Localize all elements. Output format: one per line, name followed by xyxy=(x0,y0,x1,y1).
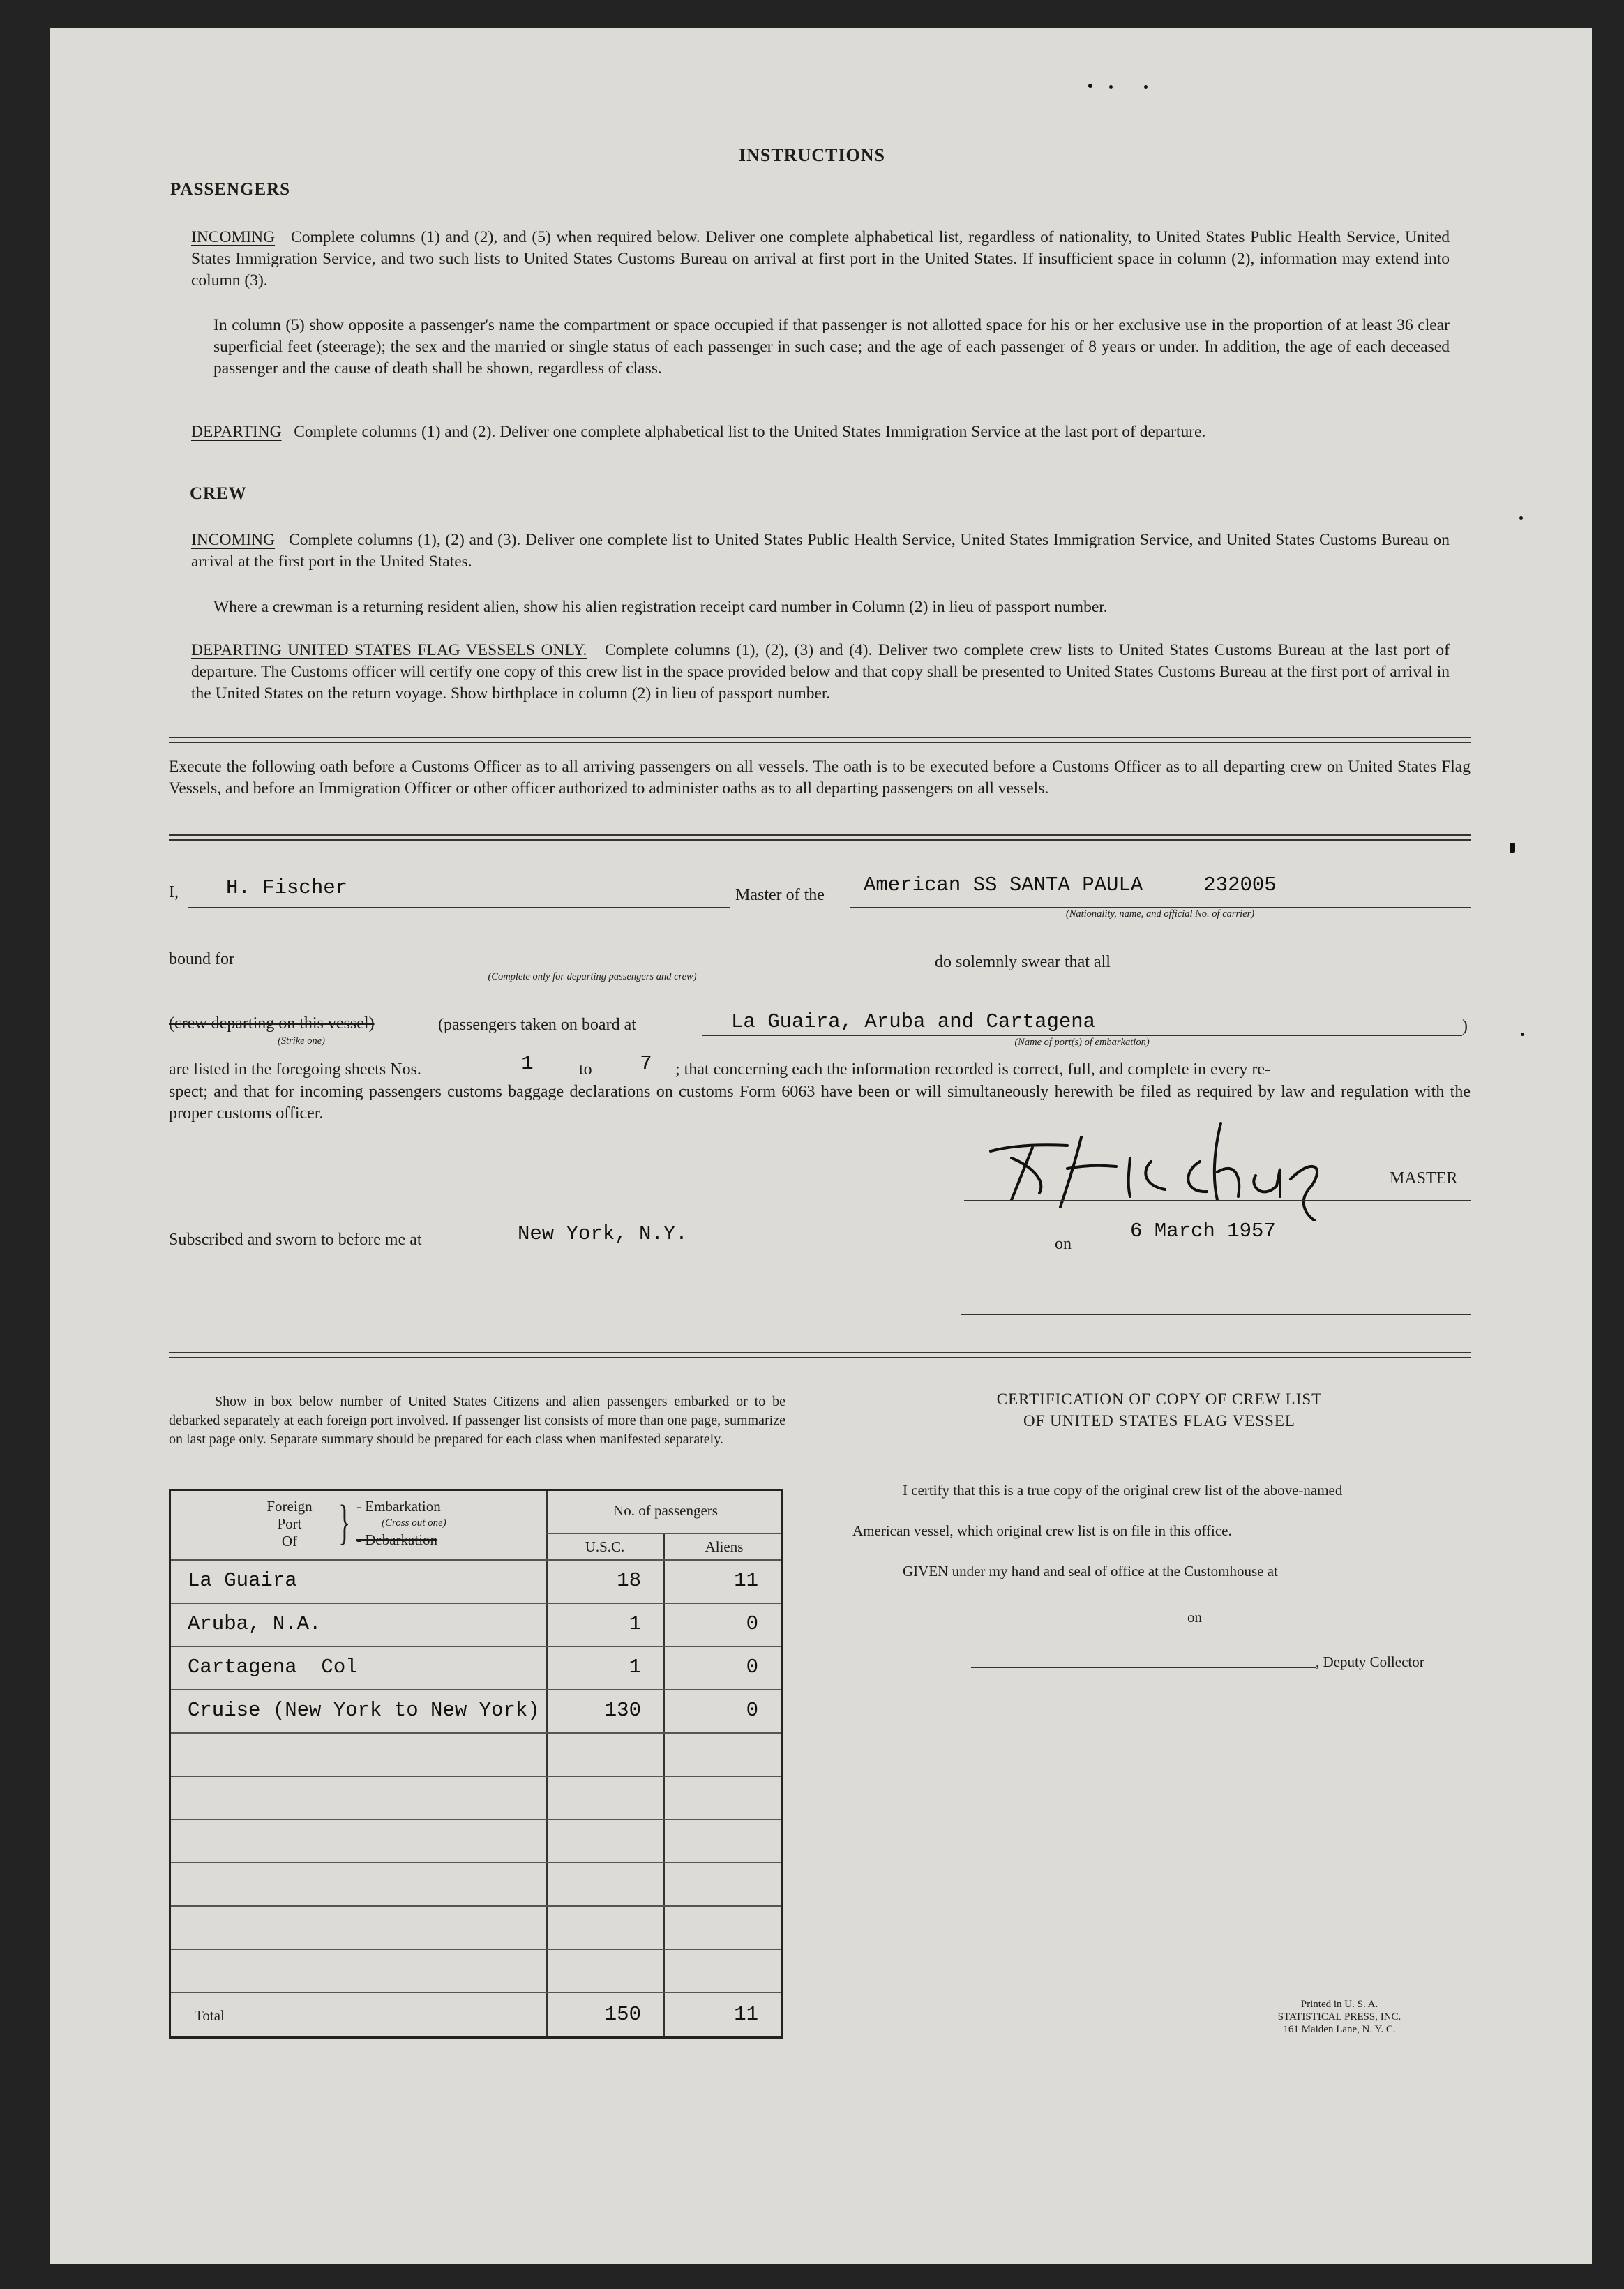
oath-intro: Execute the following oath before a Customs Officer as to all arriving passengers on all vessels. The oath is to be executed before a Customs Officer as to all departing crew on United States Flag Vessels, and before an Immigration Officer or other officer authorized to administer oaths as to all departing passengers on all vessels. xyxy=(169,758,1471,797)
row-divider xyxy=(171,1992,781,1993)
certification-on-label: on xyxy=(1187,1609,1202,1626)
certification-line-3: GIVEN under my hand and seal of office at the Customhouse at xyxy=(903,1563,1278,1579)
crew-heading: CREW xyxy=(190,484,247,503)
passengers-heading: PASSENGERS xyxy=(170,180,291,199)
vessel-line xyxy=(850,907,1471,908)
port-header xyxy=(241,1498,338,1550)
usc-cell[interactable]: 18 xyxy=(617,1569,641,1592)
brace: } xyxy=(338,1496,351,1549)
row-divider xyxy=(171,1776,781,1777)
port-cell[interactable]: Cruise (New York to New York) xyxy=(188,1699,540,1722)
embarkation-caption: (Name of port(s) of embarkation) xyxy=(1014,1037,1150,1048)
master-label: MASTER xyxy=(1390,1169,1458,1187)
aliens-cell[interactable]: 0 xyxy=(746,1656,758,1679)
subscribed-label: Subscribed and sworn to before me at xyxy=(169,1231,422,1249)
row-divider xyxy=(546,1533,781,1534)
certification-title-line: CERTIFICATION OF COPY OF CREW LIST xyxy=(996,1390,1323,1408)
crew-departing-label: DEPARTING UNITED STATES FLAG VESSELS ONLY. xyxy=(191,641,587,659)
master-name-line xyxy=(188,907,730,908)
strike-option: (crew departing on this vessel) xyxy=(169,1014,375,1033)
scan-speck xyxy=(1510,843,1515,853)
row-divider xyxy=(171,1732,781,1734)
close-paren: ) xyxy=(1462,1017,1468,1035)
listed-label: are listed in the foregoing sheets Nos. xyxy=(169,1060,421,1079)
passengers-departing-label: DEPARTING xyxy=(191,423,282,441)
vessel-field[interactable]: American SS SANTA PAULA 232005 xyxy=(864,873,1277,896)
column5-paragraph: In column (5) show opposite a passenger's name the compartment or space occupied if that passenger is not allotted space for his or her exclusive use in the proportion of at least 36 clear superficial feet (steerage); the sex and the married or single status of each passenger in such case; and the age of each passenger of 8 years or under. In addition, the age of each deceased passenger and the cause of death shall be shown, regardless of class. xyxy=(213,316,1450,377)
column-divider xyxy=(663,1533,665,2036)
printer-line: Printed in U. S. A. xyxy=(1300,1999,1378,2010)
crew-departing-paragraph xyxy=(191,640,1450,705)
row-divider xyxy=(171,1603,781,1604)
section-divider xyxy=(169,1352,1471,1358)
to-label: to xyxy=(579,1060,592,1079)
scan-speck xyxy=(1521,1033,1524,1036)
certification-title-line: OF UNITED STATES FLAG VESSEL xyxy=(1023,1412,1295,1429)
scan-speck xyxy=(1088,84,1092,88)
swear-label: do solemnly swear that all xyxy=(935,953,1111,971)
port-header-line: Foreign xyxy=(266,1498,313,1515)
aliens-cell[interactable]: 11 xyxy=(734,1569,758,1592)
i-label: I, xyxy=(169,883,179,901)
master-signature xyxy=(963,1109,1423,1221)
port-cell[interactable]: Aruba, N.A. xyxy=(188,1612,322,1635)
usc-header: U.S.C. xyxy=(585,1538,625,1555)
embarkation-option: - Embarkation xyxy=(356,1498,441,1515)
listed-continuation: spect; and that for incoming passengers customs baggage declarations on customs Form 6063 have been or will simultaneously herewith be filed as required by law and regulation with the proper customs officer. xyxy=(169,1083,1471,1123)
certification-line-1: I certify that this is a true copy of the original crew list of the above-named xyxy=(903,1482,1343,1499)
passenger-summary-table xyxy=(169,1489,783,2039)
crew-resident-paragraph: Where a crewman is a returning resident alien, show his alien registration receipt card number in Column (2) in lieu of passport number. xyxy=(213,598,1108,616)
master-signature-line[interactable] xyxy=(964,1200,1471,1201)
passengers-departing-text: Complete columns (1) and (2). Deliver one complete alphabetical list to the United States Immigration Service at the last port of departure. xyxy=(294,423,1206,441)
debarkation-option: - Debarkation xyxy=(356,1531,438,1548)
embarkation-ports-line xyxy=(702,1035,1462,1036)
total-aliens-cell[interactable]: 11 xyxy=(734,2003,758,2026)
bound-for-label: bound for xyxy=(169,950,234,968)
usc-cell[interactable]: 1 xyxy=(629,1656,641,1679)
passengers-incoming-paragraph xyxy=(191,227,1450,292)
passengers-taken-label: (passengers taken on board at xyxy=(438,1016,636,1034)
row-divider xyxy=(171,1559,781,1561)
section-divider xyxy=(169,737,1471,743)
aliens-header: Aliens xyxy=(705,1538,744,1555)
row-divider xyxy=(171,1646,781,1647)
printer-line: 161 Maiden Lane, N. Y. C. xyxy=(1283,2024,1396,2035)
port-header-line: Port xyxy=(277,1515,302,1532)
master-of-label: Master of the xyxy=(735,886,825,904)
scan-speck xyxy=(1519,516,1523,520)
on-label: on xyxy=(1055,1235,1072,1253)
row-divider xyxy=(171,1905,781,1907)
sheet-to-field[interactable]: 7 xyxy=(640,1052,652,1075)
deputy-collector-label: , Deputy Collector xyxy=(1316,1653,1424,1670)
row-divider xyxy=(171,1949,781,1950)
row-divider xyxy=(171,1819,781,1820)
passengers-departing-paragraph xyxy=(191,421,1450,443)
bound-for-caption: (Complete only for departing passengers and crew) xyxy=(488,971,697,982)
row-divider xyxy=(171,1689,781,1690)
section-divider xyxy=(169,834,1471,841)
port-cell[interactable]: La Guaira xyxy=(188,1569,297,1592)
sworn-date-field[interactable]: 6 March 1957 xyxy=(1130,1219,1276,1243)
passengers-incoming-text: Complete columns (1) and (2), and (5) when required below. Deliver one complete alphabetical list, regardless of nationality, to United States Public Health Service, United States Immigration Service, and two such lists to United States Customs Bureau on arrival at first port in the United States. If insufficient space in column (2), information may extend into column (3). xyxy=(191,228,1450,290)
total-usc-cell[interactable]: 150 xyxy=(604,2003,641,2026)
usc-cell[interactable]: 130 xyxy=(604,1699,641,1722)
master-name-field[interactable]: H. Fischer xyxy=(226,876,348,899)
certification-line-2: American vessel, which original crew list is on file in this office. xyxy=(852,1522,1232,1539)
row-divider xyxy=(171,1862,781,1863)
embarkation-ports-field[interactable]: La Guaira, Aruba and Cartagena xyxy=(731,1010,1096,1033)
aliens-cell[interactable]: 0 xyxy=(746,1612,758,1635)
total-label: Total xyxy=(195,2007,225,2024)
printer-line: STATISTICAL PRESS, INC. xyxy=(1277,2011,1401,2022)
sworn-place-field[interactable]: New York, N.Y. xyxy=(518,1222,688,1245)
cross-out-note: (Cross out one) xyxy=(382,1517,446,1529)
crew-incoming-text: Complete columns (1), (2) and (3). Deliver one complete list to United States Public Health Service, United States Immigration Service, and United States Customs Bureau on arrival at the first port in the United States. xyxy=(191,531,1450,571)
scan-speck xyxy=(1144,85,1148,89)
vessel-caption: (Nationality, name, and official No. of carrier) xyxy=(1065,908,1255,920)
crew-departing-text: Complete columns (1), (2), (3) and (4). Deliver two complete crew lists to United States Customs Bureau at the last port of departure. The Customs officer will certify one copy of this crew list in the space provided below and that copy shall be presented to United States Customs Bureau at the first port of arrival in the United States on the return voyage. Show birthplace in column (2) in lieu of passport number. xyxy=(191,641,1450,703)
scan-speck xyxy=(1109,85,1113,89)
printer-imprint xyxy=(1242,1998,1437,2036)
aliens-cell[interactable]: 0 xyxy=(746,1699,758,1722)
deputy-collector-line[interactable] xyxy=(971,1667,1316,1668)
embark-debark-header xyxy=(356,1498,446,1548)
page-title: INSTRUCTIONS xyxy=(739,145,885,165)
no-passengers-header: No. of passengers xyxy=(613,1502,718,1519)
sheets-continuation: ; that concerning each the information recorded is correct, full, and complete in every re- xyxy=(675,1060,1270,1079)
strike-caption: (Strike one) xyxy=(277,1035,326,1046)
certification-title xyxy=(852,1388,1466,1432)
passengers-incoming-label: INCOMING xyxy=(191,228,276,246)
sheet-from-field[interactable]: 1 xyxy=(521,1052,534,1075)
summary-instructions: Show in box below number of United States Citizens and alien passengers embarked or to be debarked separately at each foreign port involved. If passenger list consists of more than one page, summarize on last page only. Separate summary should be prepared for each class when manifested separately. xyxy=(169,1394,785,1447)
port-cell[interactable]: Cartagena Col xyxy=(188,1656,358,1679)
crew-incoming-label: INCOMING xyxy=(191,531,276,549)
officer-signature-line[interactable] xyxy=(961,1314,1471,1315)
port-header-line: Of xyxy=(281,1533,298,1549)
crew-incoming-paragraph xyxy=(191,530,1450,573)
usc-cell[interactable]: 1 xyxy=(629,1612,641,1635)
